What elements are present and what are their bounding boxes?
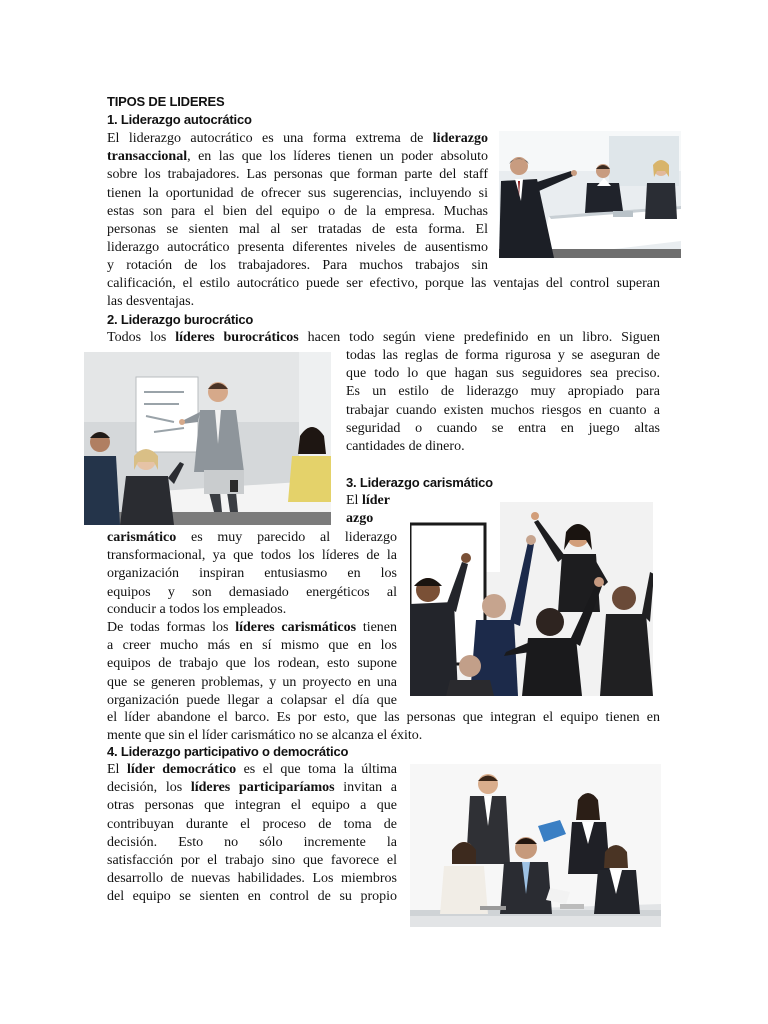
s2-line-first: Todos los líderes burocráticos hacen todo según viene predefinido en un libro. Siguen — [107, 330, 661, 345]
section-4-text — [107, 761, 397, 907]
s4-line: contribuyan durante el proceso de toma de — [107, 816, 397, 832]
s1-line: y rotación de los trabajadores. Para muchos trabajos sin — [107, 258, 488, 274]
s3-line-last: mente que sin el líder carismático no se alcanza el éxito. — [107, 728, 423, 743]
page-title: TIPOS DE LIDERES — [107, 94, 225, 109]
s3-line: que se generen problemas, y un proyecto en una — [107, 674, 397, 690]
s3-fragment-2: azgo — [346, 511, 374, 526]
s4-line: del equipo se sienten en control de su propio — [107, 889, 397, 905]
s1-line: sobre los trabajadores. Las personas que forman parte del staff — [107, 167, 488, 183]
section-1-heading: 1. Liderazgo autocrático — [107, 112, 252, 127]
photo-democratic-team — [410, 764, 661, 927]
s2-line-last: cantidades de dinero. — [346, 439, 465, 454]
s1-line-last: las desventajas. — [107, 294, 195, 309]
s2-line: todas las reglas de forma rigurosa y se aseguran de — [346, 348, 660, 363]
section-2-heading: 2. Liderazgo burocrático — [107, 312, 254, 327]
s1-line: transaccional, en las que los líderes tienen un poder absoluto — [107, 149, 488, 165]
s2-line: seguridad o cuando se entra en juego altas — [346, 420, 660, 436]
s4-line: decisión. Esto no sólo incremente la — [107, 834, 397, 850]
section-3-text-2 — [107, 619, 397, 710]
s4-line: desarrollo de nuevas habilidades. Los miembros — [107, 871, 397, 887]
s3-line: equipos y son demasiado energéticos al — [107, 584, 397, 600]
s2-line: que todo lo que hagan sus seguidores sea preciso. — [346, 366, 660, 382]
s3-line-wide: el líder abandone el barco. Es por esto, que las personas que integran el equipo tienen en — [107, 710, 660, 725]
photo-autocratic-meeting — [499, 131, 681, 258]
s1-line: estas son para el bien del equipo o de la empresa. Muchas — [107, 203, 488, 219]
s2-line: Es un estilo de liderazgo muy apropiado para — [346, 384, 660, 400]
section-4-heading: 4. Liderazgo participativo o democrático — [107, 744, 349, 759]
s3-line: organización inspiran entusiasmo en los — [107, 566, 397, 582]
s3-line: De todas formas los líderes carismáticos tienen — [107, 620, 398, 635]
s1-line: personas se sienten mal al ser tratadas de esta forma. El — [107, 222, 488, 238]
s3-line: organización puede llegar a colapsar el día que — [107, 692, 397, 708]
section-2-text — [346, 347, 660, 438]
s3-line: equipos de trabajo que los rodean, esto supone — [107, 656, 397, 672]
s3-line-end-para: conducir a todos los empleados. — [107, 602, 287, 617]
section-3-heading: 3. Liderazgo carismático — [346, 475, 493, 490]
s3-fragment-1: El líder — [346, 493, 390, 508]
s4-line: decisión, los líderes participaríamos invitan a — [107, 780, 398, 796]
s4-line: otras personas que integran el equipo a que — [107, 798, 397, 814]
section-3-text — [107, 529, 397, 602]
photo-bureaucratic-presentation — [84, 352, 331, 525]
s1-line: El liderazgo autocrático es una forma extrema de liderazgo — [107, 131, 489, 146]
s3-line: a creer mucho más en sí mismo que en los — [107, 638, 397, 654]
s3-line: transformacional, ya que todos los líderes de la — [107, 548, 397, 564]
photo-charismatic-celebration — [410, 502, 653, 696]
s3-line: carismático es muy parecido al liderazgo — [107, 530, 398, 545]
s1-line-wide: calificación, el estilo autocrático puede ser efectivo, porque las ventajas del control superan — [107, 276, 660, 291]
s2-line: trabajar cuando existen muchos riesgos en cuanto a — [346, 402, 660, 418]
s1-line: tienen la oportunidad de ofrecer sus sugerencias, incluyendo si — [107, 185, 488, 201]
s4-line: El líder democrático es el que toma la última — [107, 762, 397, 777]
section-1-text — [107, 130, 488, 276]
s4-line: satisfacción por el trabajo sino que favorece el — [107, 853, 397, 869]
s1-line: liderazgo autocrático presenta diferentes niveles de ausentismo — [107, 240, 488, 256]
